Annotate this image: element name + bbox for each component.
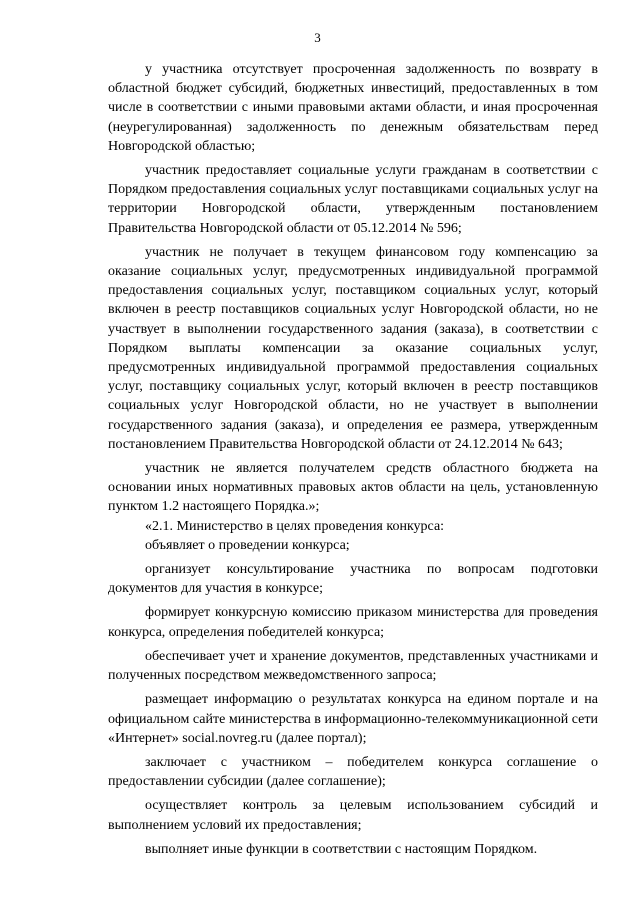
paragraph-announce-contest: объявляет о проведении конкурса;: [145, 537, 350, 553]
paragraph-compensation: участник не получает в текущем финансовом году компенсацию за оказание социальных услуг, предусмотренных индивидуальной программой предоставления социальных услуг, поставщиком социальных услуг, который включен в реестр поставщиков социальных услуг Новгородской области, но не участвует в выполнении государственного задания (заказа), в соответствии с Порядком выплаты компенсации за оказание социальных услуг, предусмотренных индивидуальной программой предоставления социальных услуг, поставщику социальных услуг, который включен в реестр поставщиков социальных услуг Новгородской области, но не участвует в выполнении государственного задания (заказа), и определения ее размера, утвержденным постановлением Правительства Новгородской области от 24.12.2014 № 643;: [108, 244, 598, 452]
paragraph-consulting: организует консультирование участника по вопросам подготовки документов для участия в конкурсе;: [108, 562, 598, 597]
page-number: 3: [314, 30, 321, 45]
paragraph-debt-requirement: у участника отсутствует просроченная задолженность по возврату в областной бюджет субсидий, бюджетных инвестиций, предоставленных в том числе в соответствии с иными правовыми актами области, и иная просроченная (неурегулированная) задолженность по денежным обязательствам перед Новгородской областью;: [108, 62, 598, 154]
paragraph-other-functions: выполняет иные функции в соответствии с настоящим Порядком.: [145, 841, 538, 857]
paragraph-not-budget-recipient: участник не является получателем средств областного бюджета на основании иных нормативных правовых актов области на цель, установленную пунктом 1.2 настоящего Порядка.»;: [108, 461, 598, 515]
paragraph-control: осуществляет контроль за целевым использованием субсидий и выполнением условий их предоставления;: [108, 798, 598, 833]
paragraph-publish-results: размещает информацию о результатах конкурса на едином портале и на официальном сайте министерства в информационно-телекоммуникационной сети «Интернет» social.novreg.ru (далее портал);: [108, 692, 598, 746]
paragraph-commission: формирует конкурсную комиссию приказом министерства для проведения конкурса, определения победителей конкурса;: [108, 605, 598, 640]
paragraph-agreement: заключает с участником – победителем конкурса соглашение о предоставлении субсидии (далее соглашение);: [108, 754, 598, 790]
paragraph-document-storage: обеспечивает учет и хранение документов, представленных участниками и полученных посредством межведомственного запроса;: [108, 648, 598, 684]
document-body: [108, 60, 598, 859]
paragraph-social-services-order: участник предоставляет социальные услуги гражданам в соответствии с Порядком предоставления социальных услуг поставщиками социальных услуг на территории Новгородской области, утвержденным постановлением Правительства Новгородской области от 05.12.2014 № 596;: [108, 163, 598, 236]
paragraph-section-2-1: «2.1. Министерство в целях проведения конкурса:: [145, 518, 445, 534]
